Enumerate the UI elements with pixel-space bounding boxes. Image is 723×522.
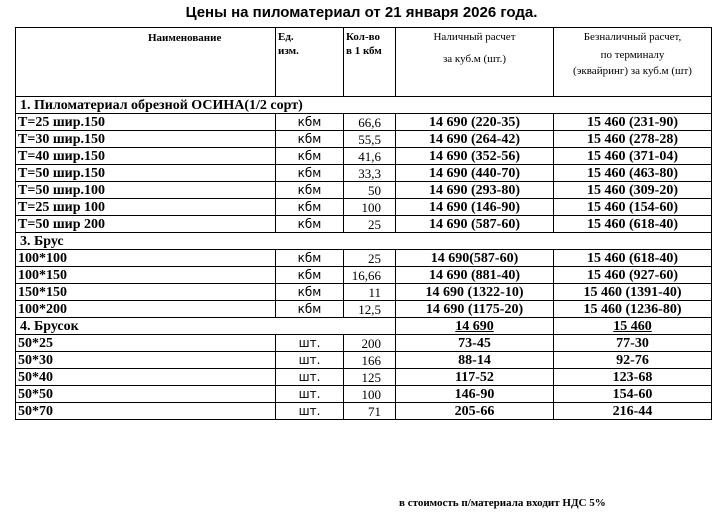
- cell-qty: 11: [344, 284, 396, 301]
- cell-card-price: 123-68: [554, 369, 712, 386]
- price-table: [15, 27, 712, 420]
- cell-qty: 166: [344, 352, 396, 369]
- cell-cash-price: 73-45: [396, 335, 554, 352]
- table-row: [16, 369, 712, 386]
- cell-name: 50*50: [16, 386, 276, 403]
- cell-name: 150*150: [16, 284, 276, 301]
- header-cash-line2: за куб.м (шт.): [442, 53, 507, 65]
- cell-cash-price: 117-52: [396, 369, 554, 386]
- section-row: [16, 97, 712, 114]
- cell-card-price: 15 460 (618-40): [554, 250, 712, 267]
- table-row: [16, 165, 712, 182]
- cell-card-price: 15 460 (618-40): [554, 216, 712, 233]
- header-qty: [344, 28, 396, 97]
- cell-cash-price: 14 690 (293-80): [396, 182, 554, 199]
- cell-card-price: 15 460 (278-28): [554, 131, 712, 148]
- table-row: [16, 131, 712, 148]
- table-row: [16, 114, 712, 131]
- cell-qty: 50: [344, 182, 396, 199]
- cell-name: Т=40 шир.150: [16, 148, 276, 165]
- cell-qty: 25: [344, 250, 396, 267]
- cell-card-price: 15 460 (371-04): [554, 148, 712, 165]
- cell-cash-price: 14 690 (440-70): [396, 165, 554, 182]
- cell-unit: кбм: [276, 199, 344, 216]
- cell-unit: кбм: [276, 250, 344, 267]
- section-card-price-value: 15 460: [613, 318, 652, 334]
- header-qty-line1: Кол-во: [346, 31, 380, 43]
- cell-name: 100*150: [16, 267, 276, 284]
- cell-card-price: 92-76: [554, 352, 712, 369]
- header-card-line3: (эквайринг) за куб.м (шт): [573, 65, 692, 77]
- cell-cash-price: 14 690 (881-40): [396, 267, 554, 284]
- cell-cash-price: 146-90: [396, 386, 554, 403]
- table-header-row: [16, 28, 712, 97]
- header-cash: [396, 28, 554, 97]
- cell-unit: шт.: [276, 335, 344, 352]
- cell-card-price: 15 460 (463-80): [554, 165, 712, 182]
- header-card-line2: по терминалу: [600, 49, 665, 61]
- table-row: [16, 301, 712, 318]
- table-row: [16, 284, 712, 301]
- cell-qty: 55,5: [344, 131, 396, 148]
- section-cash-price-value: 14 690: [455, 318, 494, 334]
- cell-name: 100*100: [16, 250, 276, 267]
- cell-qty: 66,6: [344, 114, 396, 131]
- cell-cash-price: 14 690(587-60): [396, 250, 554, 267]
- section-title: 3. Брус: [16, 233, 712, 250]
- cell-name: 50*30: [16, 352, 276, 369]
- section-cash-price: [396, 318, 554, 335]
- table-row: [16, 199, 712, 216]
- section-title: 4. Брусок: [16, 318, 396, 335]
- header-unit-line1: Ед.: [278, 31, 294, 43]
- cell-card-price: 15 460 (927-60): [554, 267, 712, 284]
- cell-qty: 41,6: [344, 148, 396, 165]
- table-row: [16, 403, 712, 420]
- cell-unit: кбм: [276, 114, 344, 131]
- cell-unit: кбм: [276, 131, 344, 148]
- cell-name: Т=50 шир 200: [16, 216, 276, 233]
- cell-unit: шт.: [276, 386, 344, 403]
- cell-card-price: 15 460 (154-60): [554, 199, 712, 216]
- cell-card-price: 216-44: [554, 403, 712, 420]
- table-row: [16, 250, 712, 267]
- cell-cash-price: 14 690 (264-42): [396, 131, 554, 148]
- cell-cash-price: 205-66: [396, 403, 554, 420]
- cell-unit: кбм: [276, 182, 344, 199]
- section-card-price: [554, 318, 712, 335]
- cell-unit: кбм: [276, 267, 344, 284]
- cell-cash-price: 14 690 (1322-10): [396, 284, 554, 301]
- cell-cash-price: 88-14: [396, 352, 554, 369]
- header-name: Наименование: [16, 28, 276, 97]
- cell-unit: кбм: [276, 216, 344, 233]
- table-row: [16, 352, 712, 369]
- section-row: [16, 233, 712, 250]
- table-row: [16, 216, 712, 233]
- cell-name: 50*25: [16, 335, 276, 352]
- cell-card-price: 154-60: [554, 386, 712, 403]
- cell-cash-price: 14 690 (352-56): [396, 148, 554, 165]
- cell-qty: 12,5: [344, 301, 396, 318]
- cell-name: Т=25 шир.150: [16, 114, 276, 131]
- vat-note: в стоимость п/материала входит НДС 5%: [399, 497, 606, 509]
- header-unit: [276, 28, 344, 97]
- table-row: [16, 335, 712, 352]
- page-title: Цены на пиломатериал от 21 января 2026 года.: [185, 4, 538, 21]
- table-row: [16, 386, 712, 403]
- table-row: [16, 267, 712, 284]
- cell-qty: 200: [344, 335, 396, 352]
- cell-unit: кбм: [276, 165, 344, 182]
- cell-cash-price: 14 690 (1175-20): [396, 301, 554, 318]
- cell-card-price: 77-30: [554, 335, 712, 352]
- cell-name: Т=50 шир.150: [16, 165, 276, 182]
- header-cash-line1: Наличный расчет: [433, 31, 516, 43]
- header-card-line1: Безналичный расчет,: [583, 31, 682, 43]
- cell-name: 50*40: [16, 369, 276, 386]
- cell-qty: 16,66: [344, 267, 396, 284]
- cell-qty: 71: [344, 403, 396, 420]
- cell-card-price: 15 460 (1391-40): [554, 284, 712, 301]
- header-unit-line2: изм.: [278, 45, 299, 57]
- table-body: [16, 97, 712, 420]
- table-row: [16, 148, 712, 165]
- cell-card-price: 15 460 (231-90): [554, 114, 712, 131]
- cell-cash-price: 14 690 (220-35): [396, 114, 554, 131]
- header-qty-line2: в 1 кбм: [346, 45, 382, 57]
- cell-unit: кбм: [276, 284, 344, 301]
- cell-unit: кбм: [276, 148, 344, 165]
- cell-cash-price: 14 690 (587-60): [396, 216, 554, 233]
- cell-name: Т=50 шир.100: [16, 182, 276, 199]
- table-row: [16, 182, 712, 199]
- cell-unit: кбм: [276, 301, 344, 318]
- section-row: [16, 318, 712, 335]
- header-card: [554, 28, 712, 97]
- section-title: 1. Пиломатериал обрезной ОСИНА(1/2 сорт): [16, 97, 712, 114]
- cell-qty: 100: [344, 199, 396, 216]
- cell-name: Т=30 шир.150: [16, 131, 276, 148]
- cell-name: 100*200: [16, 301, 276, 318]
- cell-unit: шт.: [276, 352, 344, 369]
- cell-qty: 125: [344, 369, 396, 386]
- cell-qty: 33,3: [344, 165, 396, 182]
- cell-qty: 100: [344, 386, 396, 403]
- cell-name: 50*70: [16, 403, 276, 420]
- cell-card-price: 15 460 (1236-80): [554, 301, 712, 318]
- cell-unit: шт.: [276, 369, 344, 386]
- cell-card-price: 15 460 (309-20): [554, 182, 712, 199]
- cell-qty: 25: [344, 216, 396, 233]
- cell-cash-price: 14 690 (146-90): [396, 199, 554, 216]
- cell-name: Т=25 шир 100: [16, 199, 276, 216]
- cell-unit: шт.: [276, 403, 344, 420]
